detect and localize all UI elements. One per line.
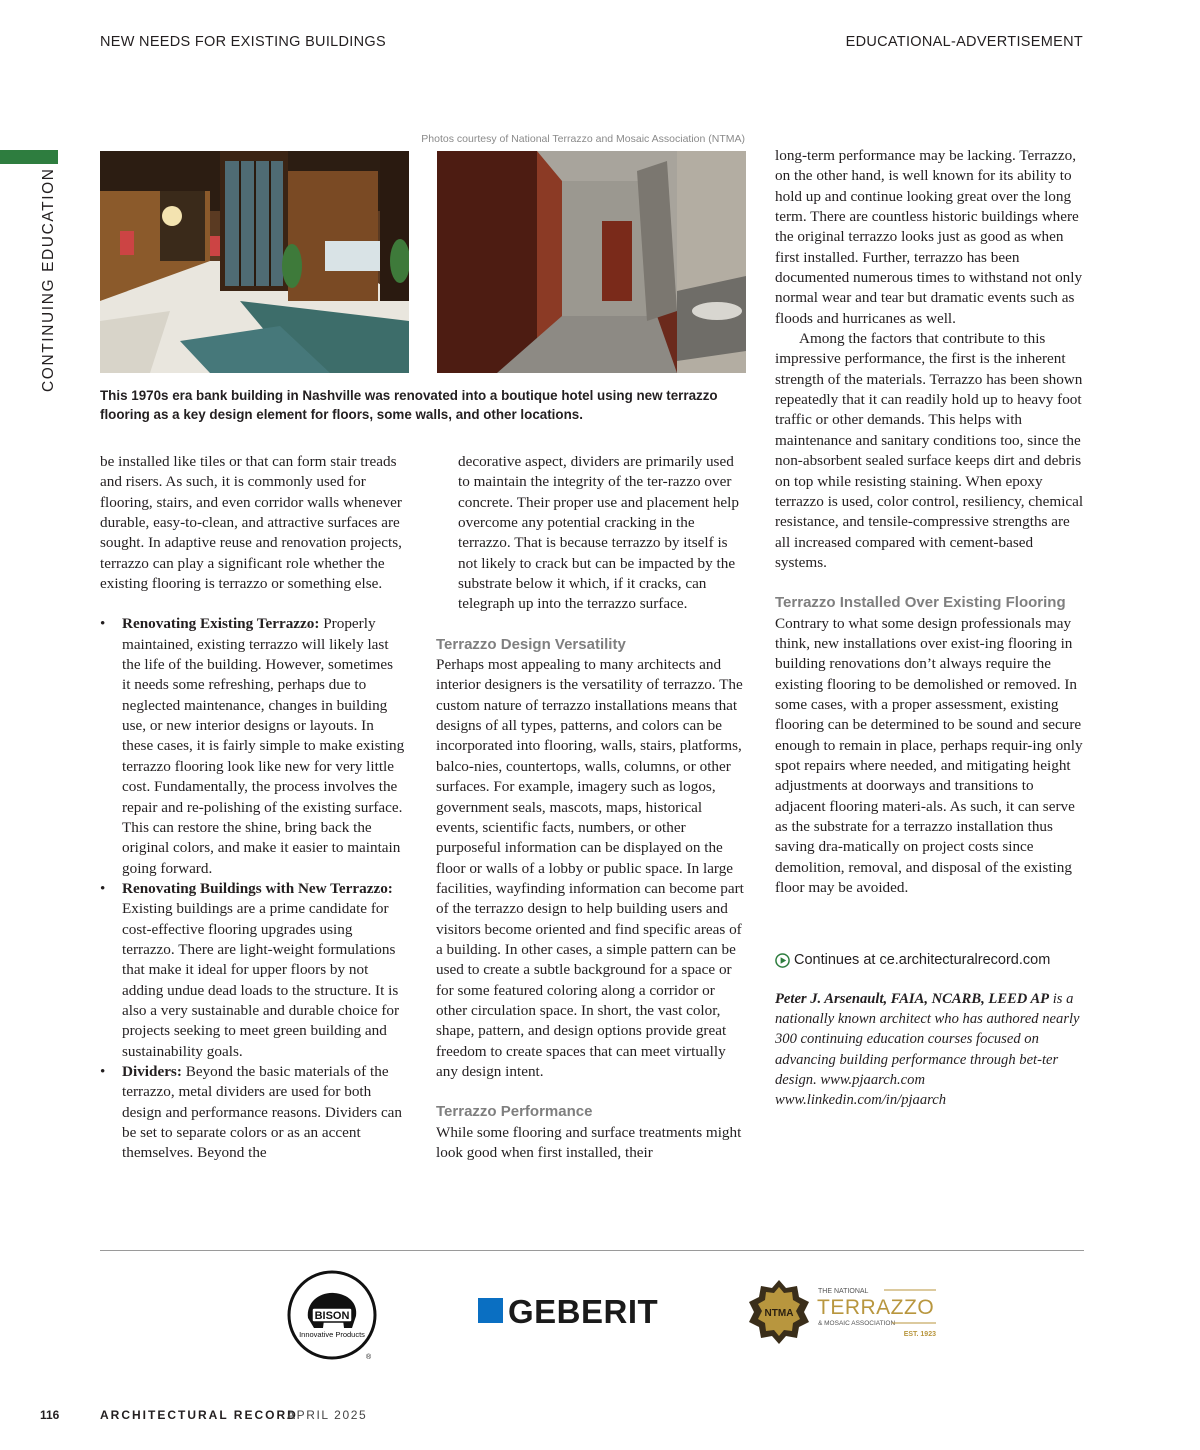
continues-link[interactable] bbox=[775, 950, 1085, 970]
continues-text: Continues at ce.architecturalrecord.com bbox=[794, 952, 1051, 969]
column-2 bbox=[436, 452, 746, 1163]
bullet-text: Properly maintained, existing terrazzo will likely last the life of the building. However, sometimes it needs some refreshing, perhaps due to neglected maintenance, changes in building use, or new interior designs or layouts. In these cases, it is fairly simple to make existing terrazzo flooring look like new for very little cost. Fundamentally, the process involves the repair and re-polishing of the existing surface. This can restore the shine, bring back the original colors, and make it easier to maintain going forward. bbox=[122, 615, 405, 877]
ntma-logo bbox=[746, 1278, 946, 1353]
bullet-item bbox=[100, 1062, 405, 1164]
bullet-lead: Renovating Buildings with New Terrazzo: bbox=[122, 879, 393, 897]
bison-reg-mark: ® bbox=[366, 1354, 372, 1361]
running-header-left: NEW NEEDS FOR EXISTING BUILDINGS bbox=[100, 34, 386, 50]
lobby-photo bbox=[100, 151, 409, 373]
play-arrow-icon bbox=[775, 953, 790, 968]
bullet-text: Beyond the basic materials of the terrazzo, metal dividers are used for both design and performance reasons. Dividers can be set to separate colors or as an accent themselves. Beyond the bbox=[122, 1062, 403, 1162]
ntma-pre: THE NATIONAL bbox=[818, 1288, 869, 1295]
bison-wordmark: BISON bbox=[314, 1310, 350, 1322]
ntma-subtitle: & MOSAIC ASSOCIATION bbox=[818, 1320, 896, 1327]
running-header-right: EDUCATIONAL-ADVERTISEMENT bbox=[845, 34, 1083, 50]
geberit-logo bbox=[477, 1294, 667, 1333]
geberit-wordmark: GEBERIT bbox=[508, 1294, 659, 1328]
col3-para-installed: Contrary to what some design professionals may think, new installations over exist-ing flooring in building renovations don’t always require the existing flooring to be demolished or removed. In some cases, with a proper assessment, existing flooring can be determined to be sound and secure enough to remain in place, perhaps requir-ing only spot repairs where needed, and mitigating height adjustments at doorways and transitions to adjacent flooring materi-als. As such, it can serve as the substrate for a terrazzo installation thus saving dra-matically on project costs since demolition, removal, and disposal of the existing floor may be avoided. bbox=[775, 614, 1083, 897]
magazine-name: ARCHITECTURAL RECORD bbox=[100, 1408, 298, 1422]
issue-date: APRIL 2025 bbox=[287, 1408, 368, 1422]
ntma-wordmark: TERRAZZO bbox=[817, 1296, 935, 1319]
bullet-item bbox=[100, 879, 405, 1062]
heading-performance: Terrazzo Performance bbox=[436, 1103, 593, 1121]
col3-continuation: long-term performance may be lacking. Terrazzo, on the other hand, is well known for its ability to hold up and continue looking great over the long term. There are countless historic buildings where the original terrazzo looks just as good as when first installed. Further, terrazzo has been documented numerous times to withstand not only normal wear and tear but dramatic events such as floods and hurricanes as well. bbox=[775, 147, 1083, 327]
bullet-item bbox=[100, 614, 405, 878]
photo-caption: This 1970s era bank building in Nashville was renovated into a boutique hotel using new terrazzo flooring as a key design element for floors, some walls, and other locations. bbox=[100, 388, 718, 422]
section-label: CONTINUING EDUCATION bbox=[40, 167, 57, 392]
section-accent-bar bbox=[0, 150, 58, 164]
bullet-lead: Dividers: bbox=[122, 1062, 182, 1080]
bison-tagline: Innovative Products bbox=[299, 1330, 365, 1339]
bison-logo bbox=[286, 1270, 378, 1367]
footer-divider bbox=[100, 1250, 1084, 1251]
ntma-established: EST. 1923 bbox=[903, 1331, 936, 1338]
bullet-lead: Renovating Existing Terrazzo: bbox=[122, 615, 320, 633]
col2-para-versatility: Perhaps most appealing to many architects and interior designers is the versatility of terrazzo. The custom nature of terrazzo installations means that designs of all types, patterns, and colors can be incorporated into flooring, walls, stairs, platforms, balco-nies, countertops, walls, columns, or other surfaces. For example, imagery such as logos, government seals, mascots, maps, historical events, scientific facts, numbers, or other purposeful information can be displayed on the floor or walls of a lobby or public space. In large facilities, wayfinding information can become part of the terrazzo design to help building users and visitors become oriented and find specific areas of a building. In other cases, a simple pattern can be used to create a subtle background for a space or for some featured coloring along a corridor or other circulation space. In short, the vast color, shape, pattern, and design options provide great freedom to create spaces that can meet virtually any design intent. bbox=[436, 656, 744, 1080]
bullet-list bbox=[100, 614, 405, 1163]
col1-intro: be installed like tiles or that can form stair treads and risers. As such, it is commonly used for flooring, stairs, and even corridor walls whenever durable, easy-to-clean, and attractive surfaces are sought. In adaptive reuse and renovation projects, terrazzo can play a significant role whether the existing flooring is terrazzo or something else. bbox=[100, 453, 402, 593]
heading-design-versatility: Terrazzo Design Versatility bbox=[436, 635, 626, 653]
column-1 bbox=[100, 452, 405, 1164]
author-name: Peter J. Arsenault, FAIA, NCARB, LEED AP bbox=[775, 990, 1050, 1007]
column-3 bbox=[775, 146, 1085, 1111]
col3-para-factors: Among the factors that contribute to this impressive performance, the first is the inherent strength of the materials. Terrazzo has been shown repeatedly that it can readily hold up to heavy foot traffic or other demands. This helps with maintenance and sanitary conditions too, since the non-absorbent sealed surface keeps dirt and debris on top while resisting staining. When epoxy terrazzo is used, color control, resiliency, chemical resistance, and tensile-compressive strengths are all increased compared with cement-based systems. bbox=[775, 330, 1084, 571]
page-number: 116 bbox=[40, 1408, 60, 1422]
restroom-photo bbox=[437, 151, 746, 373]
col2-para-performance: While some flooring and surface treatments might look good when first installed, their bbox=[436, 1123, 742, 1161]
photo-credit: Photos courtesy of National Terrazzo and Mosaic Association (NTMA) bbox=[421, 133, 745, 145]
ntma-badge-text: NTMA bbox=[764, 1308, 794, 1319]
author-bio-text: is a nationally known architect who has authored nearly 300 continuing education courses focused on advancing building performance through bet-ter design. www.pjaarch.com www.linkedin.com/in/pjaarch bbox=[775, 990, 1080, 1109]
col2-continuation: decorative aspect, dividers are primarily used to maintain the integrity of the ter-razzo over concrete. Their proper use and placement help overcome any potential cracking in the terrazzo. That is because terrazzo by itself is not likely to crack but can be impacted by the substrate below it which, if it cracks, can telegraph up into the terrazzo surface. bbox=[458, 453, 739, 613]
heading-installed-over-existing: Terrazzo Installed Over Existing Flooring bbox=[775, 594, 1066, 612]
bullet-text: Existing buildings are a prime candidate for cost-effective flooring upgrades using terrazzo. There are light-weight formulations that make it ideal for upper floors by not adding undue dead loads to the structure. It is also a very sustainable and durable choice for projects seeking to meet green building and sustainability goals. bbox=[122, 900, 400, 1060]
author-bio bbox=[775, 989, 1085, 1111]
